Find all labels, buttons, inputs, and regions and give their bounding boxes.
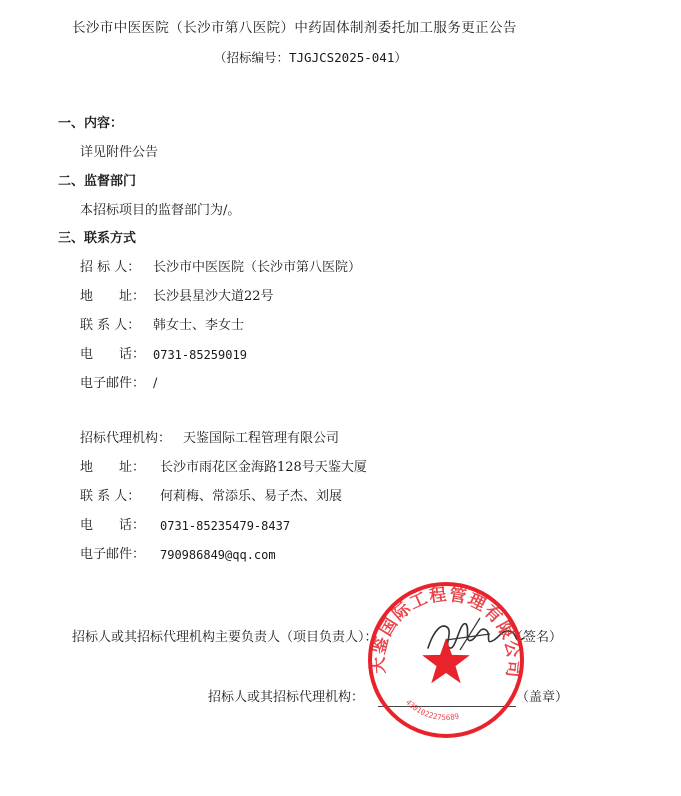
agency-email-label: 电子邮件： <box>80 547 146 562</box>
agency-email: 790986849@qq.com <box>160 548 276 562</box>
tenderer-address: 长沙县星沙大道22号 <box>153 289 274 304</box>
section-heading-contact: 三、联系方式 <box>58 231 137 246</box>
agency-address-label: 地 址： <box>80 460 146 475</box>
tenderer-phone: 0731-85259019 <box>153 348 247 362</box>
seal-number <box>404 698 460 722</box>
tenderer-email-label: 电子邮件： <box>80 376 146 391</box>
seal-star-icon <box>422 638 470 683</box>
document-title: 长沙市中医医院（长沙市第八医院）中药固体制剂委托加工服务更正公告 <box>72 20 517 36</box>
tenderer-address-label: 地 址： <box>80 289 146 304</box>
signature-organization-label: 招标人或其招标代理机构： <box>208 690 365 705</box>
section-heading-supervision: 二、监督部门 <box>58 174 137 189</box>
agency-address: 长沙市雨花区金海路128号天鉴大厦 <box>160 460 367 475</box>
section-heading-content: 一、内容： <box>58 116 124 131</box>
agency-contact-label: 联 系 人： <box>80 489 141 504</box>
seal-company-name-path: 天鉴国际工程管理有限公司 <box>368 584 524 679</box>
tenderer-name: 长沙市中医医院（长沙市第八医院） <box>153 260 362 275</box>
tenderer-name-label: 招 标 人： <box>80 260 141 275</box>
signature-responsible-label: 招标人或其招标代理机构主要负责人（项目负责人）： <box>72 630 378 645</box>
signature-seal-note: （盖章） <box>516 690 569 705</box>
agency-contact: 何莉梅、常添乐、易子杰、刘展 <box>160 489 343 504</box>
agency-phone-label: 电 话： <box>80 518 146 533</box>
tender-number: （招标编号：TJGJCS2025-041） <box>214 50 407 65</box>
tenderer-phone-label: 电 话： <box>80 347 146 362</box>
seal-number-path: 4301022275689 <box>403 697 460 723</box>
tenderer-email: / <box>153 376 158 391</box>
tenderer-contact-label: 联 系 人： <box>80 318 141 333</box>
agency-name-label: 招标代理机构： <box>80 431 172 446</box>
agency-name: 天鉴国际工程管理有限公司 <box>183 431 340 446</box>
official-seal <box>364 578 528 742</box>
signature-sign-note: （签名） <box>510 630 563 645</box>
agency-phone: 0731-85235479-8437 <box>160 519 291 533</box>
content-text: 详见附件公告 <box>80 145 159 160</box>
tenderer-contact: 韩女士、李女士 <box>153 318 245 333</box>
supervision-text: 本招标项目的监督部门为/。 <box>80 203 241 218</box>
